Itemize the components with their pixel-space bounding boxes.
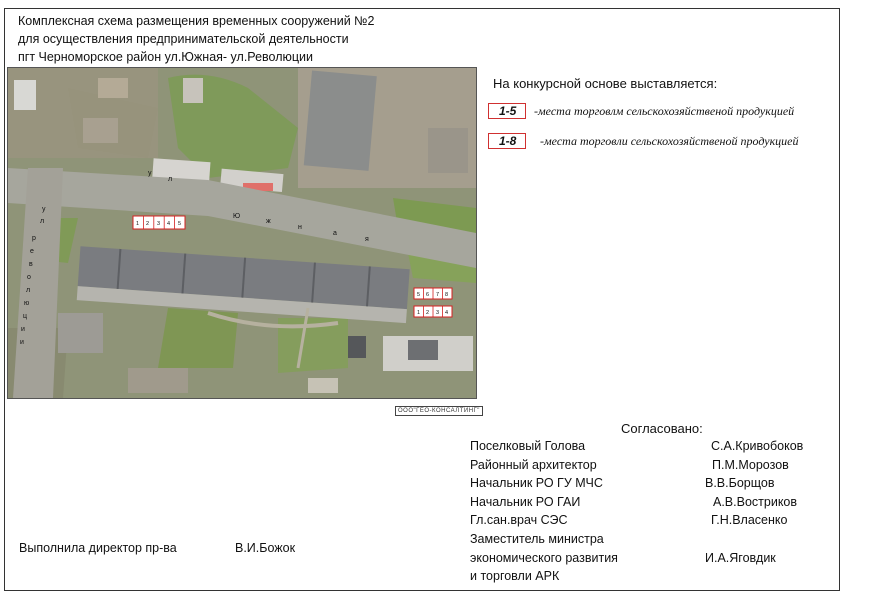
trade-place-number: 1 (136, 221, 140, 227)
legend-description: -места торговлм сельскохозяйственой продукцией (534, 103, 795, 118)
legend-item (488, 103, 794, 119)
trade-places-row-c[interactable] (414, 306, 452, 317)
approval-name: Г.Н.Власенко (711, 513, 788, 528)
approval-position: Районный архитектор (470, 457, 597, 472)
title-line-1: Комплексная схема размещения временных сооружений №2 (18, 14, 375, 28)
approval-name: В.В.Борщов (705, 476, 775, 491)
approval-position: экономического развития (470, 550, 618, 565)
legend-item (488, 133, 799, 149)
street-letter: а (333, 230, 337, 237)
trade-place-number: 5 (417, 292, 421, 298)
street-letter: е (30, 248, 34, 255)
executed-by-label: Выполнила директор пр-ва (19, 541, 177, 555)
trade-place-number: 7 (436, 292, 440, 298)
approval-position: и торговли АРК (470, 569, 560, 584)
street-letter: и (20, 339, 24, 346)
title-line-3: пгт Черноморское район ул.Южная- ул.Революции (18, 50, 314, 64)
street-letter: у (148, 170, 152, 177)
trade-place-number: 8 (445, 292, 449, 298)
trade-place-number: 2 (146, 221, 150, 227)
trade-place-number: 4 (445, 310, 449, 316)
street-letter: ю (24, 300, 30, 307)
approval-name: А.В.Востриков (713, 494, 798, 509)
approval-position: Гл.сан.врач СЭС (470, 513, 568, 528)
trade-places-row-b[interactable] (414, 288, 452, 299)
trade-place-number: 5 (178, 221, 182, 227)
approval-name: И.А.Яговдик (705, 550, 776, 565)
street-letter: л (168, 176, 173, 183)
legend-code-box: 1-8 (488, 133, 526, 149)
legend-code-box: 1-5 (488, 103, 526, 119)
approval-heading: Согласовано: (621, 421, 703, 436)
aerial-map-image (8, 68, 476, 398)
street-letter: р (32, 235, 36, 242)
street-letter: н (298, 224, 302, 231)
street-letter: я (365, 236, 369, 243)
approval-position: Начальник РО ГАИ (470, 494, 581, 509)
trade-place-number: 4 (167, 221, 171, 227)
legend-description: -места торговли сельскохозяйственой продукцией (540, 133, 799, 148)
executed-by-name: В.И.Божок (235, 541, 296, 555)
street-letter: л (26, 287, 31, 294)
street-letter: и (21, 326, 25, 333)
street-letter: у (42, 206, 46, 213)
street-letter: в (29, 261, 33, 268)
street-letter: ж (266, 218, 271, 225)
street-letter: ц (23, 313, 28, 320)
approval-position: Заместитель министра (470, 531, 604, 546)
company-stamp: ООО"ГЕО-КОНСАЛТИНГ" (395, 406, 483, 416)
street-letter: о (27, 274, 31, 281)
trade-place-number: 1 (417, 310, 421, 316)
approval-position: Поселковый Голова (470, 439, 586, 453)
trade-place-number: 3 (157, 221, 161, 227)
street-letter: л (40, 218, 45, 225)
street-letter: Ю (233, 213, 241, 220)
aerial-map[interactable] (7, 67, 477, 399)
title-line-2: для осуществления предпринимательской деятельности (18, 32, 349, 46)
trade-places-row-a[interactable] (133, 216, 185, 229)
trade-place-number: 6 (426, 292, 430, 298)
trade-place-number: 2 (426, 310, 430, 316)
trade-place-number: 3 (436, 310, 440, 316)
legend-heading: На конкурсной основе выставляется: (493, 76, 718, 91)
approval-name: П.М.Морозов (712, 457, 789, 472)
approval-name: С.А.Кривобоков (711, 439, 804, 453)
document-title (18, 12, 375, 66)
approval-position: Начальник РО ГУ МЧС (470, 476, 603, 491)
